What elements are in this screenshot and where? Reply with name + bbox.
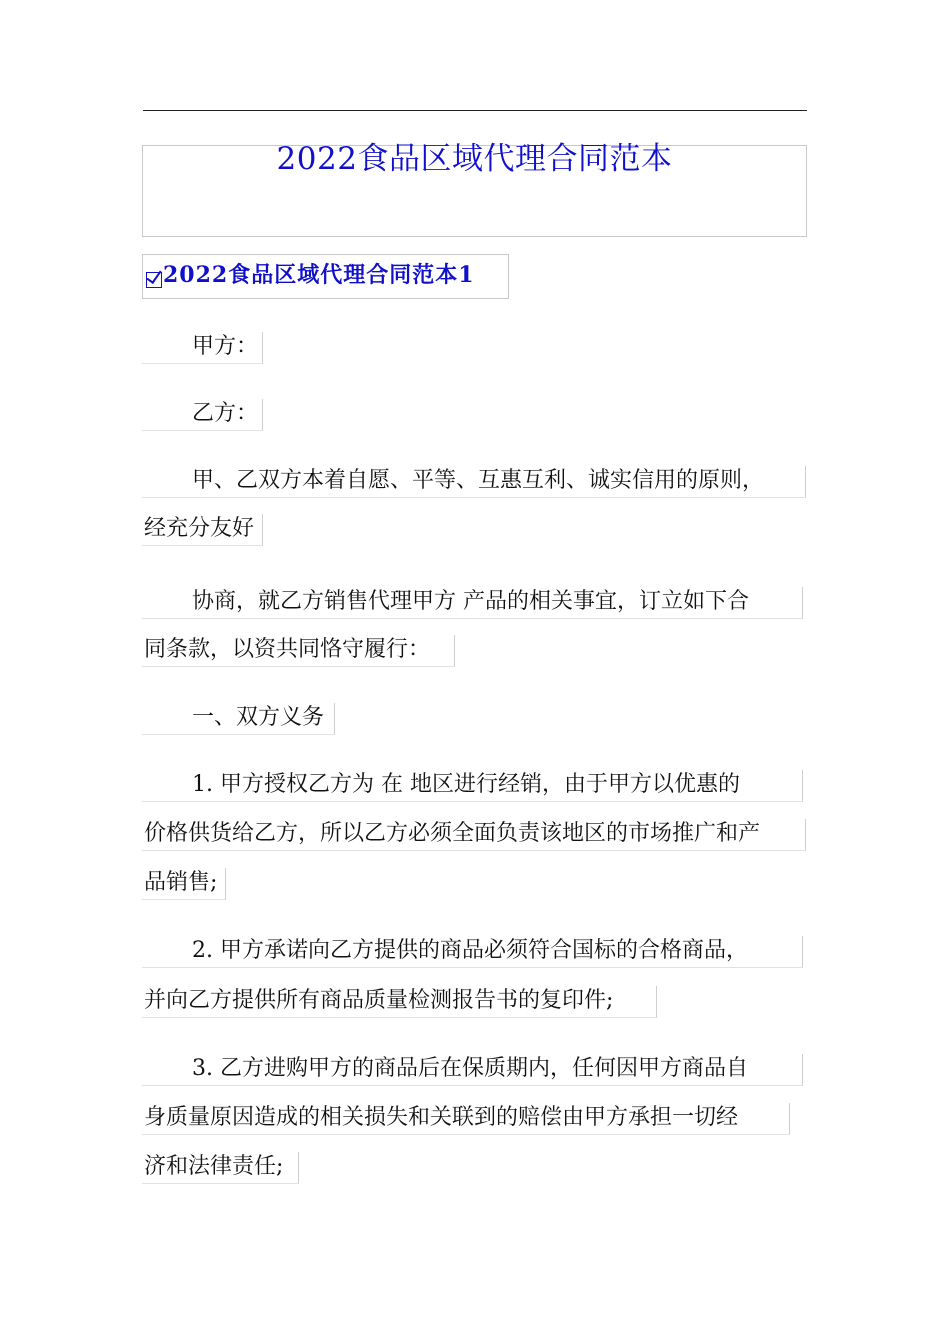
clause-heading: 一、双方义务 [192, 705, 325, 730]
body-line: 经充分友好 [144, 516, 255, 541]
party-b-label: 乙方： [192, 401, 259, 426]
clause-line: 身质量原因造成的相关损失和关联到的赔偿由甲方承担一切经 [144, 1105, 739, 1130]
clause-line: 价格供货给乙方，所以乙方必须全面负责该地区的市场推广和产 [144, 821, 761, 846]
clause-line: 1. 甲方授权乙方为 在 地区进行经销，由于甲方以优惠的 [192, 772, 740, 797]
clause-line: 2. 甲方承诺向乙方提供的商品必须符合国标的合格商品， [192, 938, 748, 963]
party-a-label: 甲方： [192, 334, 259, 359]
checkbox-icon [146, 272, 162, 288]
document-title: 2022食品区域代理合同范本 [276, 141, 673, 177]
body-line: 协商，就乙方销售代理甲方 产品的相关事宜，订立如下合 [192, 589, 749, 614]
section-heading: 2022食品区域代理合同范本1 [163, 262, 475, 288]
body-line: 甲、乙双方本着自愿、平等、互惠互利、诚实信用的原则， [192, 468, 765, 493]
clause-line: 品销售; [144, 870, 218, 895]
clause-line: 并向乙方提供所有商品质量检测报告书的复印件; [144, 988, 614, 1013]
header-rule [143, 110, 807, 111]
clause-line: 济和法律责任; [144, 1154, 284, 1179]
body-line: 同条款，以资共同恪守履行： [144, 637, 431, 662]
clause-line: 3. 乙方进购甲方的商品后在保质期内，任何因甲方商品自 [192, 1056, 748, 1081]
